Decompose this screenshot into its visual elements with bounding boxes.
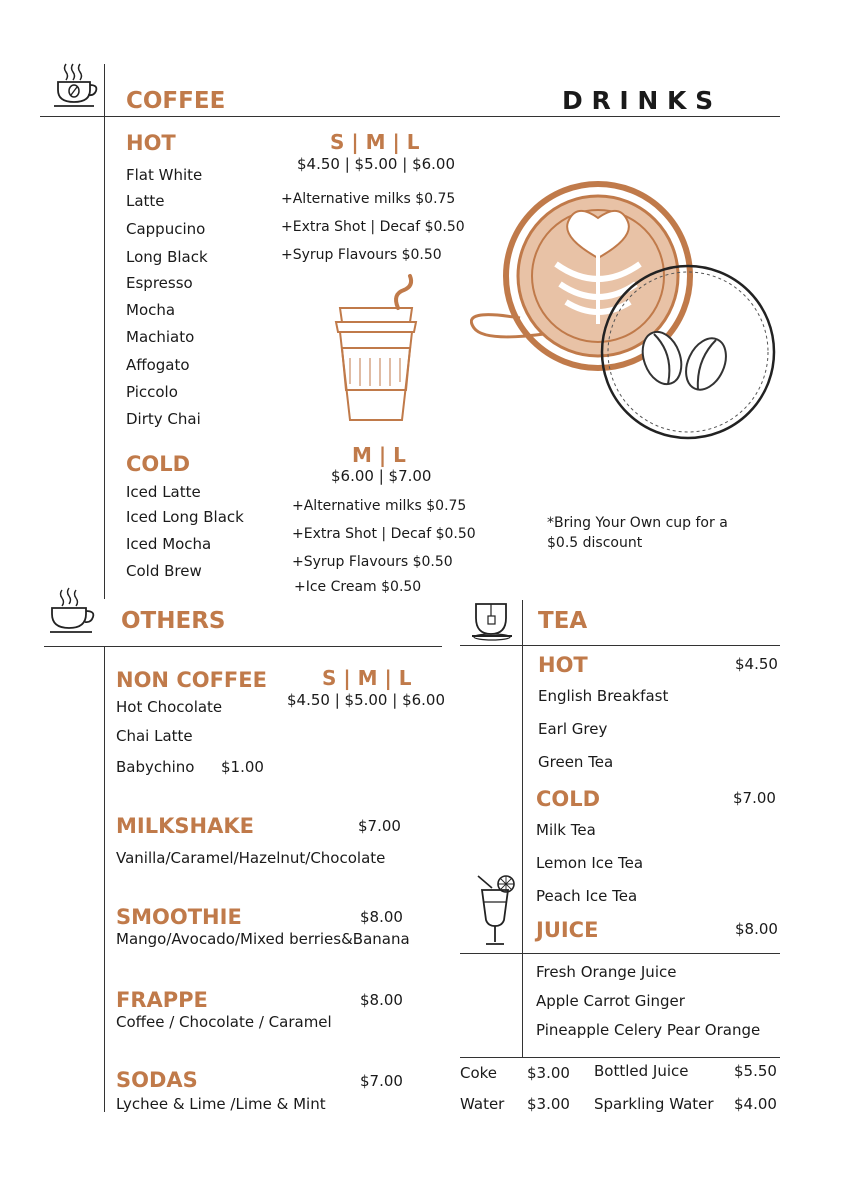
- extras-item-name: Water: [460, 1095, 505, 1113]
- smoothie-price: $8.00: [360, 908, 403, 926]
- coffee-vertical-divider: [104, 64, 105, 599]
- list-item: Espresso: [126, 274, 193, 292]
- list-item: Flat White: [126, 166, 203, 184]
- list-item: English Breakfast: [538, 687, 669, 705]
- tea-cup-icon: [48, 586, 98, 636]
- teacup-bag-icon: [470, 600, 516, 642]
- juice-header-rule: [460, 953, 780, 954]
- hot-coffee-prices: $4.50 | $5.00 | $6.00: [297, 155, 456, 173]
- drinks-title: D R I N K S: [562, 86, 714, 115]
- cold-addon: +Ice Cream $0.50: [294, 579, 422, 595]
- list-item: Iced Latte: [126, 483, 201, 501]
- coffee-cup-icon: [52, 60, 100, 110]
- latte-art-icon: [470, 168, 782, 448]
- cold-coffee-title: COLD: [126, 452, 191, 476]
- extras-item-name: Coke: [460, 1064, 498, 1082]
- list-item: Earl Grey: [538, 720, 608, 738]
- coffee-bean-icon: [636, 326, 736, 396]
- frappe-title: FRAPPE: [116, 988, 208, 1012]
- list-item: Cold Brew: [126, 562, 202, 580]
- list-item: Peach Ice Tea: [536, 887, 638, 905]
- non-coffee-sizes: S | M | L: [322, 666, 412, 690]
- sodas-flavours: Lychee & Lime /Lime & Mint: [116, 1095, 326, 1113]
- list-item: Mocha: [126, 301, 176, 319]
- cold-coffee-prices: $6.00 | $7.00: [331, 467, 432, 485]
- list-item: Apple Carrot Ginger: [536, 992, 685, 1010]
- babychino-price: $1.00: [221, 758, 264, 776]
- list-item: Dirty Chai: [126, 410, 201, 428]
- list-item: Chai Latte: [116, 727, 193, 745]
- list-item: Green Tea: [538, 753, 614, 771]
- cold-addon: +Extra Shot | Decaf $0.50: [292, 526, 476, 542]
- frappe-price: $8.00: [360, 991, 403, 1009]
- list-item: Piccolo: [126, 383, 178, 401]
- tea-section-title: TEA: [538, 608, 588, 634]
- milkshake-title: MILKSHAKE: [116, 814, 254, 838]
- list-item: Lemon Ice Tea: [536, 854, 644, 872]
- extras-item-name: Sparkling Water: [594, 1095, 714, 1113]
- extras-rule: [460, 1057, 780, 1058]
- cold-tea-price: $7.00: [733, 789, 776, 807]
- takeaway-cup-icon: [330, 268, 430, 428]
- list-item: Hot Chocolate: [116, 698, 223, 716]
- hot-coffee-sizes: S | M | L: [330, 130, 420, 154]
- hot-addon: +Alternative milks $0.75: [281, 191, 456, 207]
- coffee-section-title: COFFEE: [126, 88, 226, 114]
- cold-tea-title: COLD: [536, 787, 601, 811]
- coffee-header-rule: [40, 116, 780, 117]
- cold-addon: +Syrup Flavours $0.50: [292, 554, 453, 570]
- frappe-flavours: Coffee / Chocolate / Caramel: [116, 1013, 332, 1031]
- sodas-title: SODAS: [116, 1068, 198, 1092]
- byo-note-discount: $0.5 discount: [547, 535, 643, 551]
- list-item: Long Black: [126, 248, 208, 266]
- juice-price: $8.00: [735, 920, 778, 938]
- juice-title: JUICE: [536, 918, 599, 942]
- milkshake-flavours: Vanilla/Caramel/Hazelnut/Chocolate: [116, 849, 386, 867]
- hot-tea-price: $4.50: [735, 655, 778, 673]
- hot-tea-title: HOT: [538, 653, 588, 677]
- others-section-title: OTHERS: [121, 608, 226, 634]
- cold-addon: +Alternative milks $0.75: [292, 498, 467, 514]
- milkshake-price: $7.00: [358, 817, 401, 835]
- list-item: Machiato: [126, 328, 195, 346]
- list-item: Pineapple Celery Pear Orange: [536, 1021, 761, 1039]
- list-item: Fresh Orange Juice: [536, 963, 677, 981]
- smoothie-flavours: Mango/Avocado/Mixed berries&Banana: [116, 930, 410, 948]
- list-item: Cappucino: [126, 220, 206, 238]
- extras-item-price: $3.00: [527, 1064, 570, 1082]
- cocktail-glass-icon: [474, 872, 518, 948]
- non-coffee-prices: $4.50 | $5.00 | $6.00: [287, 691, 446, 709]
- hot-addon: +Extra Shot | Decaf $0.50: [281, 219, 465, 235]
- extras-item-price: $5.50: [734, 1062, 777, 1080]
- hot-coffee-title: HOT: [126, 131, 176, 155]
- byo-note: *Bring Your Own cup for a: [547, 515, 728, 531]
- list-item: Iced Mocha: [126, 535, 212, 553]
- tea-header-rule: [460, 645, 780, 646]
- extras-item-name: Bottled Juice: [594, 1062, 689, 1080]
- tea-vertical-divider: [522, 600, 523, 1058]
- list-item: Babychino: [116, 758, 195, 776]
- list-item: Iced Long Black: [126, 508, 244, 526]
- others-vertical-divider: [104, 646, 105, 1112]
- list-item: Affogato: [126, 356, 190, 374]
- hot-addon: +Syrup Flavours $0.50: [281, 247, 442, 263]
- cold-coffee-sizes: M | L: [352, 443, 406, 467]
- list-item: Milk Tea: [536, 821, 596, 839]
- extras-item-price: $3.00: [527, 1095, 570, 1113]
- list-item: Latte: [126, 192, 165, 210]
- extras-item-price: $4.00: [734, 1095, 777, 1113]
- non-coffee-title: NON COFFEE: [116, 668, 267, 692]
- sodas-price: $7.00: [360, 1072, 403, 1090]
- smoothie-title: SMOOTHIE: [116, 905, 242, 929]
